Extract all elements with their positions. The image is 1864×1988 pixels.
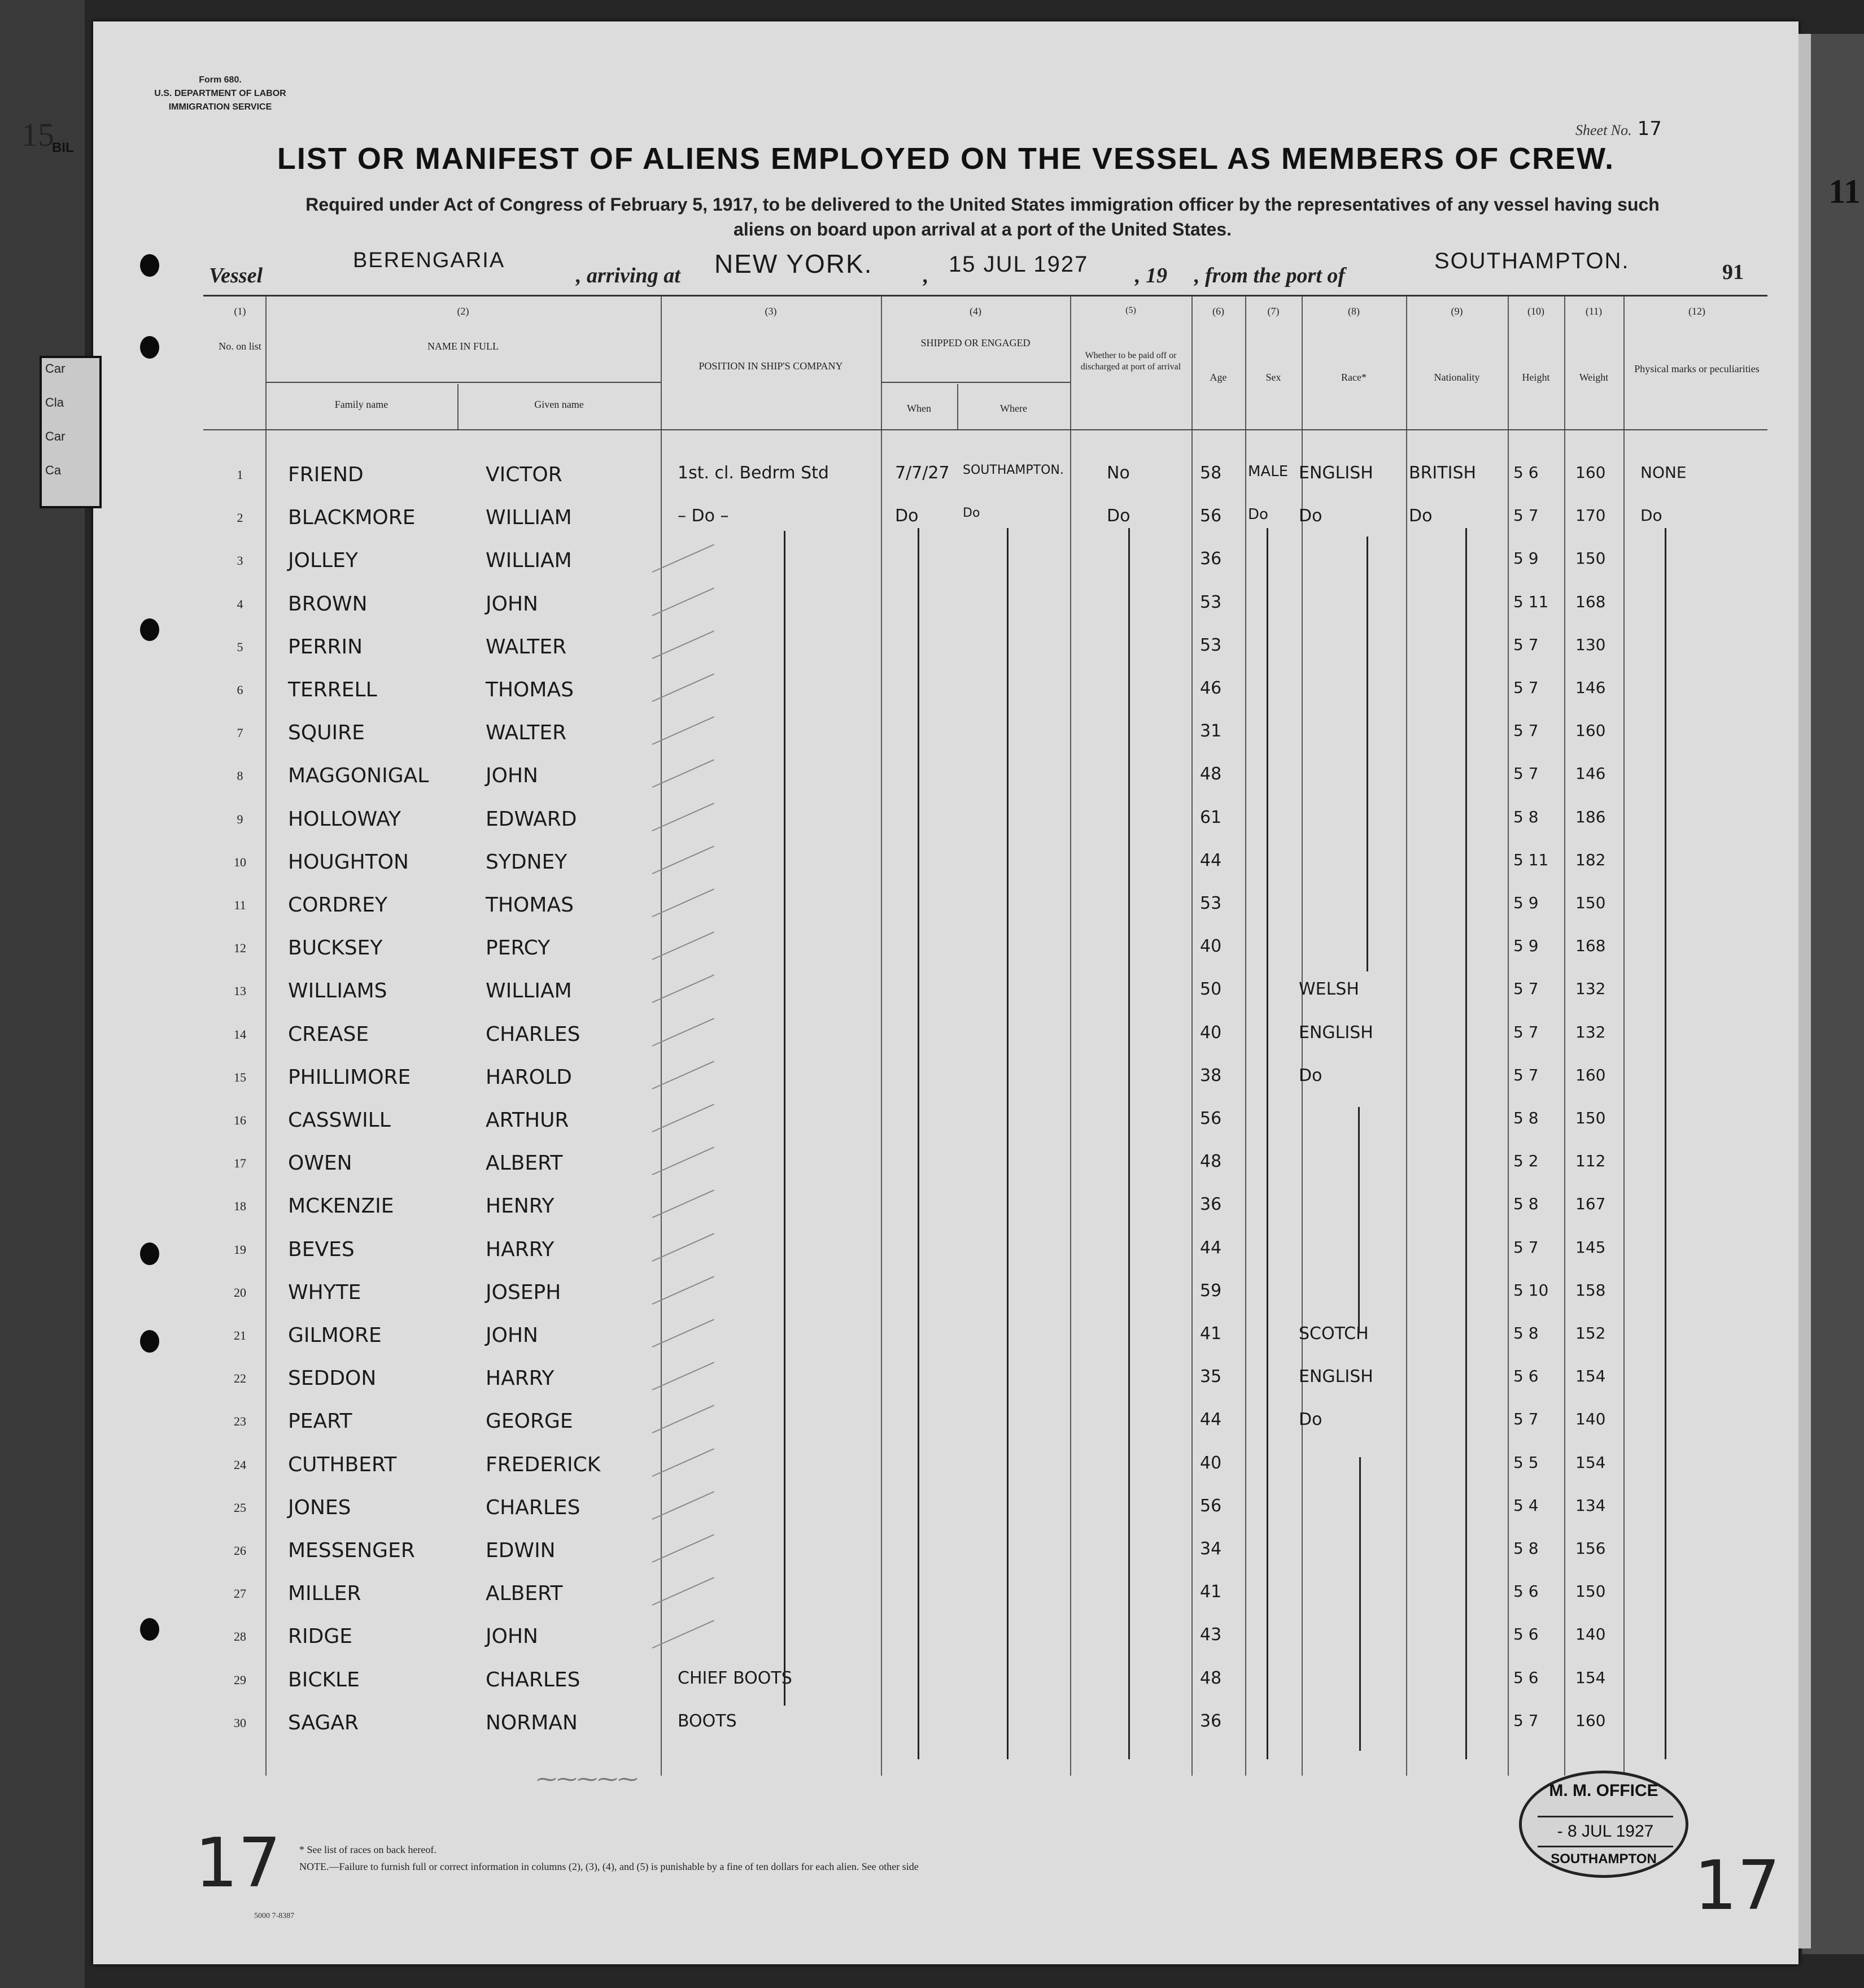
row-number: 6 [237, 683, 243, 697]
cell-height: 5 4 [1513, 1496, 1539, 1515]
scan-left-edge [0, 0, 85, 1988]
cell-weight: 154 [1575, 1367, 1606, 1386]
cell-age: 58 [1200, 463, 1222, 483]
cell-height: 5 6 [1513, 1367, 1539, 1386]
cell-family: MESSENGER [288, 1539, 415, 1562]
ditto-line [1465, 528, 1467, 1759]
cell-weight: 130 [1575, 635, 1606, 654]
seal-date: - 8 JUL 1927 [1538, 1816, 1673, 1847]
col-divider [1623, 296, 1625, 1776]
col-divider [661, 296, 662, 1776]
cell-race: ENGLISH [1299, 463, 1373, 483]
cell-height: 5 8 [1513, 1324, 1539, 1342]
cell-family: OWEN [288, 1152, 352, 1175]
row-number: 11 [234, 898, 246, 912]
cell-weight: 160 [1575, 721, 1606, 740]
col-age-header: (6) Age [1210, 306, 1227, 383]
ditto-line [784, 531, 785, 1706]
footer-note-penalty: NOTE.—Failure to furnish full or correct information in columns (2), (3), (4), and (5) is punishable by a fine of ten dollars for each alien. See other side [299, 1861, 919, 1872]
cell-height: 5 8 [1513, 1194, 1539, 1214]
cell-family: PHILLIMORE [288, 1065, 411, 1089]
cell-age: 56 [1200, 506, 1222, 526]
cell-height: 5 7 [1513, 979, 1539, 999]
cell-given: SYDNEY [486, 850, 568, 874]
col-divider [1564, 296, 1565, 1776]
row-number: 26 [234, 1544, 246, 1558]
cell-height: 5 7 [1513, 1065, 1539, 1084]
row-number: 4 [237, 596, 243, 611]
subtitle-line-1: Required under Act of Congress of February 5, 1917, to be delivered to the United States immigration officer by the representatives of any vessel having such [305, 194, 1660, 215]
col-marks-header: (12) Physical marks or peculiarities [1634, 306, 1760, 374]
row-number: 13 [234, 984, 246, 999]
ditto-line [1358, 1107, 1360, 1333]
col-given-header: Given name [534, 399, 584, 410]
vessel-label: Vessel [209, 264, 263, 287]
col-divider [1070, 296, 1071, 1776]
cell-weight: 160 [1575, 463, 1606, 482]
cell-weight: 150 [1575, 549, 1606, 568]
cell-height: 5 7 [1513, 506, 1539, 525]
row-number: 15 [234, 1070, 246, 1084]
col-divider [1191, 296, 1193, 1776]
col-divider [1406, 296, 1407, 1776]
col-sex-header: (7) Sex [1265, 306, 1281, 383]
left-edge-number: 15 [21, 116, 54, 153]
cell-weight: 150 [1575, 893, 1606, 912]
cell-height: 5 7 [1513, 1410, 1539, 1429]
cell-age: 44 [1200, 1237, 1222, 1258]
row-number: 7 [237, 726, 243, 740]
cell-given: HAROLD [486, 1065, 572, 1089]
cell-given: JOHN [486, 1324, 538, 1347]
cell-given: EDWIN [486, 1539, 556, 1562]
cell-given: JOSEPH [486, 1280, 561, 1304]
cell-age: 31 [1200, 721, 1222, 742]
cell-age: 59 [1200, 1280, 1222, 1301]
cell-age: 41 [1200, 1582, 1222, 1602]
row-number: 21 [234, 1328, 246, 1342]
cell-height: 5 7 [1513, 1237, 1539, 1257]
cell-height: 5 11 [1513, 592, 1549, 611]
cell-family: TERRELL [288, 678, 377, 701]
cell-given: CHARLES [486, 1668, 580, 1691]
cell-age: 41 [1200, 1324, 1222, 1344]
cell-height: 5 7 [1513, 721, 1539, 740]
punch-hole [140, 618, 159, 641]
row-number: 19 [234, 1242, 246, 1257]
document-subtitle [203, 192, 1762, 242]
row-number: 2 [237, 511, 243, 525]
row-number: 18 [234, 1199, 246, 1214]
ditto-line [1367, 537, 1368, 971]
cell-race: ENGLISH [1299, 1022, 1373, 1043]
cell-height: 5 2 [1513, 1152, 1539, 1171]
cell-family: SQUIRE [288, 721, 365, 745]
cell-height: 5 8 [1513, 1539, 1539, 1558]
cell-family: PEART [288, 1410, 352, 1433]
cell-family: CASSWILL [288, 1109, 391, 1132]
cell-given: WILLIAM [486, 979, 572, 1003]
punch-hole [140, 336, 159, 359]
cell-weight: 132 [1575, 1022, 1606, 1041]
col-paid-header: (5) Whether to be paid off or discharged at port of arrival [1080, 306, 1181, 372]
cell-family: CORDREY [288, 893, 387, 917]
row-number: 28 [234, 1629, 246, 1644]
cell-height: 5 7 [1513, 635, 1539, 654]
cell-height: 5 6 [1513, 1668, 1539, 1687]
year-label: , 19 [1135, 264, 1167, 287]
cell-family: SAGAR [288, 1711, 359, 1734]
col-weight-header: (11) Weight [1579, 306, 1609, 383]
cell-family: FRIEND [288, 463, 364, 486]
cell-family: JOLLEY [288, 549, 358, 573]
cell-height: 5 6 [1513, 1582, 1539, 1601]
row-number: 27 [234, 1586, 246, 1601]
cell-family: BLACKMORE [288, 506, 416, 530]
sheet-value: 17 [1637, 117, 1662, 140]
cell-given: HARRY [486, 1367, 555, 1390]
cell-height: 5 5 [1513, 1453, 1539, 1472]
arriving-label: , arriving at [576, 264, 680, 287]
cell-weight: 160 [1575, 1711, 1606, 1730]
cell-given: NORMAN [486, 1711, 578, 1734]
row-number: 29 [234, 1672, 246, 1687]
col-divider [1245, 296, 1246, 1776]
col-no-header: (1) No. on list [219, 306, 261, 352]
row-number: 8 [237, 769, 243, 783]
cell-height: 5 7 [1513, 1022, 1539, 1041]
cell-weight: 140 [1575, 1410, 1606, 1429]
cell-weight: 182 [1575, 850, 1606, 869]
row-number: 23 [234, 1414, 246, 1429]
cell-weight: 186 [1575, 807, 1606, 826]
handwritten-17-left: 17 [195, 1824, 281, 1903]
cell-weight: 146 [1575, 764, 1606, 783]
cell-where: Do [963, 506, 980, 521]
row-number: 22 [234, 1371, 246, 1386]
cell-family: MAGGONIGAL [288, 764, 429, 788]
cell-position: CHIEF BOOTS [678, 1668, 792, 1688]
cell-given: WALTER [486, 721, 567, 745]
cell-age: 46 [1200, 678, 1222, 698]
cell-given: GEORGE [486, 1410, 573, 1433]
cell-weight: 170 [1575, 506, 1606, 525]
cell-height: 5 7 [1513, 678, 1539, 697]
col-nationality-header: (9) Nationality [1434, 306, 1480, 383]
cell-family: CUTHBERT [288, 1453, 397, 1476]
header-rule [265, 382, 661, 383]
document-title: LIST OR MANIFEST OF ALIENS EMPLOYED ON THE VESSEL AS MEMBERS OF CREW. [277, 142, 1615, 176]
cell-given: HENRY [486, 1194, 555, 1218]
col-divider [265, 296, 267, 1776]
cell-weight: 146 [1575, 678, 1606, 697]
cell-height: 5 6 [1513, 1625, 1539, 1644]
cell-paid-off: No [1107, 463, 1130, 483]
cell-age: 56 [1200, 1496, 1222, 1516]
cell-nationality: Do [1409, 506, 1433, 526]
cell-given: WILLIAM [486, 549, 572, 573]
cell-age: 36 [1200, 1194, 1222, 1215]
col-divider [1508, 296, 1509, 1776]
cell-marks: NONE [1640, 463, 1687, 482]
col-divider [881, 296, 882, 1776]
cell-family: BUCKSEY [288, 936, 383, 960]
row-number: 3 [237, 553, 243, 568]
cell-given: CHARLES [486, 1496, 580, 1519]
cell-weight: 156 [1575, 1539, 1606, 1558]
ditto-line [1007, 528, 1009, 1759]
cell-given: THOMAS [486, 893, 574, 917]
row-number: 24 [234, 1457, 246, 1472]
row-number: 30 [234, 1715, 246, 1730]
cell-family: GILMORE [288, 1324, 382, 1347]
cell-given: HARRY [486, 1237, 555, 1261]
cell-height: 5 7 [1513, 1711, 1539, 1730]
handwritten-17-right: 17 [1694, 1847, 1780, 1925]
cell-marks: Do [1640, 506, 1662, 525]
cell-age: 40 [1200, 1022, 1222, 1043]
cell-race: SCOTCH [1299, 1324, 1369, 1344]
cell-family: JONES [288, 1496, 351, 1519]
row-number: 14 [234, 1027, 246, 1041]
cell-age: 53 [1200, 592, 1222, 612]
header-bottom-rule [203, 429, 1767, 430]
arriving-port: NEW YORK. [714, 249, 873, 278]
cell-age: 44 [1200, 1410, 1222, 1430]
ditto-line [1267, 528, 1268, 1759]
row-number: 20 [234, 1285, 246, 1300]
punch-hole [140, 254, 159, 277]
subtitle-line-2: aliens on board upon arrival at a port of the United States. [734, 219, 1232, 239]
cell-given: WALTER [486, 635, 567, 659]
header-rule [881, 382, 1070, 383]
cell-when: Do [895, 506, 919, 526]
cell-weight: 168 [1575, 936, 1606, 956]
cell-age: 48 [1200, 764, 1222, 784]
cell-given: ALBERT [486, 1582, 563, 1606]
col-family-header: Family name [334, 399, 388, 410]
footer-note-races: * See list of races on back hereof. [299, 1844, 436, 1855]
cell-height: 5 6 [1513, 463, 1539, 482]
mm-office-seal [1519, 1771, 1688, 1878]
col-where-header: Where [1000, 403, 1027, 414]
cell-height: 5 8 [1513, 807, 1539, 826]
cell-weight: 134 [1575, 1496, 1606, 1515]
cell-family: MILLER [288, 1582, 361, 1606]
cell-height: 5 10 [1513, 1280, 1549, 1300]
cell-weight: 168 [1575, 592, 1606, 611]
ditto-line [1359, 1457, 1361, 1751]
row-number: 17 [234, 1156, 246, 1171]
voyage-line [203, 249, 1762, 288]
cell-family: CREASE [288, 1022, 369, 1046]
department: U.S. DEPARTMENT OF LABOR [154, 89, 286, 98]
cell-given: JOHN [486, 592, 538, 616]
cell-position: BOOTS [678, 1711, 737, 1731]
row-number: 1 [237, 468, 243, 482]
cell-height: 5 11 [1513, 850, 1549, 869]
cell-given: PERCY [486, 936, 551, 960]
cell-weight: 158 [1575, 1280, 1606, 1300]
cell-weight: 152 [1575, 1324, 1606, 1342]
cell-given: JOHN [486, 764, 538, 788]
row-number: 16 [234, 1113, 246, 1127]
cell-paid-off: Do [1107, 506, 1130, 526]
cell-age: 40 [1200, 1453, 1222, 1473]
left-edge-label: BIL [52, 140, 74, 155]
cell-sex: Do [1248, 506, 1268, 524]
table-top-rule [203, 295, 1767, 297]
cell-weight: 167 [1575, 1194, 1606, 1214]
cell-family: BROWN [288, 592, 368, 616]
row-number: 5 [237, 639, 243, 654]
cell-weight: 112 [1575, 1152, 1606, 1171]
sheet-edge [1798, 34, 1811, 1948]
cell-family: RIDGE [288, 1625, 352, 1649]
cell-family: BEVES [288, 1237, 355, 1261]
cell-weight: 150 [1575, 1582, 1606, 1601]
sheet-number [1575, 117, 1662, 140]
cell-race: Do [1299, 1410, 1322, 1430]
from-port: SOUTHAMPTON. [1434, 249, 1630, 273]
cell-weight: 145 [1575, 1237, 1606, 1257]
cell-race: WELSH [1299, 979, 1359, 1000]
date-comma: , [923, 264, 929, 287]
cell-family: BICKLE [288, 1668, 360, 1691]
cell-age: 44 [1200, 850, 1222, 870]
cell-race: Do [1299, 506, 1322, 526]
cell-family: HOLLOWAY [288, 807, 401, 831]
cell-height: 5 9 [1513, 549, 1539, 568]
cell-given: ALBERT [486, 1152, 563, 1175]
cell-height: 5 7 [1513, 764, 1539, 783]
cell-age: 43 [1200, 1625, 1222, 1645]
ditto-line [1128, 528, 1130, 1759]
row-number: 10 [234, 855, 246, 869]
cell-weight: 154 [1575, 1668, 1606, 1687]
cell-family: HOUGHTON [288, 850, 409, 874]
cell-family: PERRIN [288, 635, 363, 659]
cell-age: 56 [1200, 1109, 1222, 1128]
right-edge-number: 11 [1828, 173, 1861, 210]
vessel-name: BERENGARIA [353, 249, 505, 272]
cell-weight: 150 [1575, 1109, 1606, 1127]
print-code: 5000 7-8387 [254, 1912, 295, 1920]
form-number: Form 680. [199, 75, 242, 85]
cell-when: 7/7/27 [895, 463, 950, 483]
cell-family: MCKENZIE [288, 1194, 394, 1218]
cell-height: 5 9 [1513, 893, 1539, 912]
row-number: 12 [234, 941, 246, 956]
cell-given: FREDERICK [486, 1453, 601, 1476]
cell-position: 1st. cl. Bedrm Std [678, 463, 829, 483]
arrival-date: 15 JUL 1927 [949, 252, 1089, 277]
cell-family: WHYTE [288, 1280, 361, 1304]
from-label: , from the port of [1194, 264, 1346, 287]
cell-age: 50 [1200, 979, 1222, 1000]
col-position-header: (3) POSITION IN SHIP'S COMPANY [699, 306, 843, 372]
col-shipped-header: (4) SHIPPED OR ENGAGED [920, 306, 1031, 348]
punch-hole [140, 1618, 159, 1641]
list-number: 91 [1722, 260, 1744, 284]
cell-age: 40 [1200, 936, 1222, 957]
form-header [147, 73, 294, 114]
service: IMMIGRATION SERVICE [168, 102, 272, 112]
punch-hole [140, 1242, 159, 1265]
col-height-header: (10) Height [1522, 306, 1550, 383]
cell-nationality: BRITISH [1409, 463, 1477, 483]
left-edge-card: Car Cla Car Ca [40, 356, 102, 508]
cell-race: ENGLISH [1299, 1367, 1373, 1387]
seal-top-text: M. M. OFFICE [1549, 1781, 1658, 1800]
row-number: 9 [237, 812, 243, 826]
cell-race: Do [1299, 1065, 1322, 1085]
col-race-header: (8) Race* [1341, 306, 1367, 383]
cell-sex: MALE [1248, 463, 1289, 480]
cell-given: JOHN [486, 1625, 538, 1649]
signature-scrawl: ⁓⁓⁓⁓⁓ [536, 1768, 638, 1791]
cell-height: 5 8 [1513, 1109, 1539, 1127]
scan-right-edge [1802, 34, 1864, 1954]
cell-age: 38 [1200, 1065, 1222, 1085]
cell-height: 5 9 [1513, 936, 1539, 956]
cell-age: 53 [1200, 635, 1222, 655]
cell-weight: 160 [1575, 1065, 1606, 1084]
cell-family: WILLIAMS [288, 979, 387, 1003]
cell-weight: 154 [1575, 1453, 1606, 1472]
cell-age: 36 [1200, 1711, 1222, 1731]
cell-given: THOMAS [486, 678, 574, 701]
cell-weight: 132 [1575, 979, 1606, 999]
cell-given: CHARLES [486, 1022, 580, 1046]
cell-weight: 140 [1575, 1625, 1606, 1644]
seal-bottom-text: SOUTHAMPTON [1551, 1851, 1657, 1867]
cell-age: 53 [1200, 893, 1222, 913]
cell-given: WILLIAM [486, 506, 572, 530]
cell-age: 48 [1200, 1668, 1222, 1688]
cell-age: 34 [1200, 1539, 1222, 1559]
cell-age: 48 [1200, 1152, 1222, 1172]
cell-given: ARTHUR [486, 1109, 569, 1132]
cell-age: 61 [1200, 807, 1222, 827]
sheet-label: Sheet No. [1575, 122, 1632, 138]
cell-where: SOUTHAMPTON. [963, 463, 1064, 477]
cell-age: 35 [1200, 1367, 1222, 1387]
cell-family: SEDDON [288, 1367, 377, 1390]
col-name-header: (2) NAME IN FULL [427, 306, 499, 352]
punch-hole [140, 1330, 159, 1353]
cell-given: VICTOR [486, 463, 562, 486]
ditto-line [918, 528, 919, 1759]
row-number: 25 [234, 1500, 246, 1515]
cell-age: 36 [1200, 549, 1222, 569]
ditto-line [1665, 528, 1666, 1759]
cell-given: EDWARD [486, 807, 577, 831]
col-when-header: When [907, 403, 931, 414]
cell-position: – Do – [678, 506, 729, 526]
